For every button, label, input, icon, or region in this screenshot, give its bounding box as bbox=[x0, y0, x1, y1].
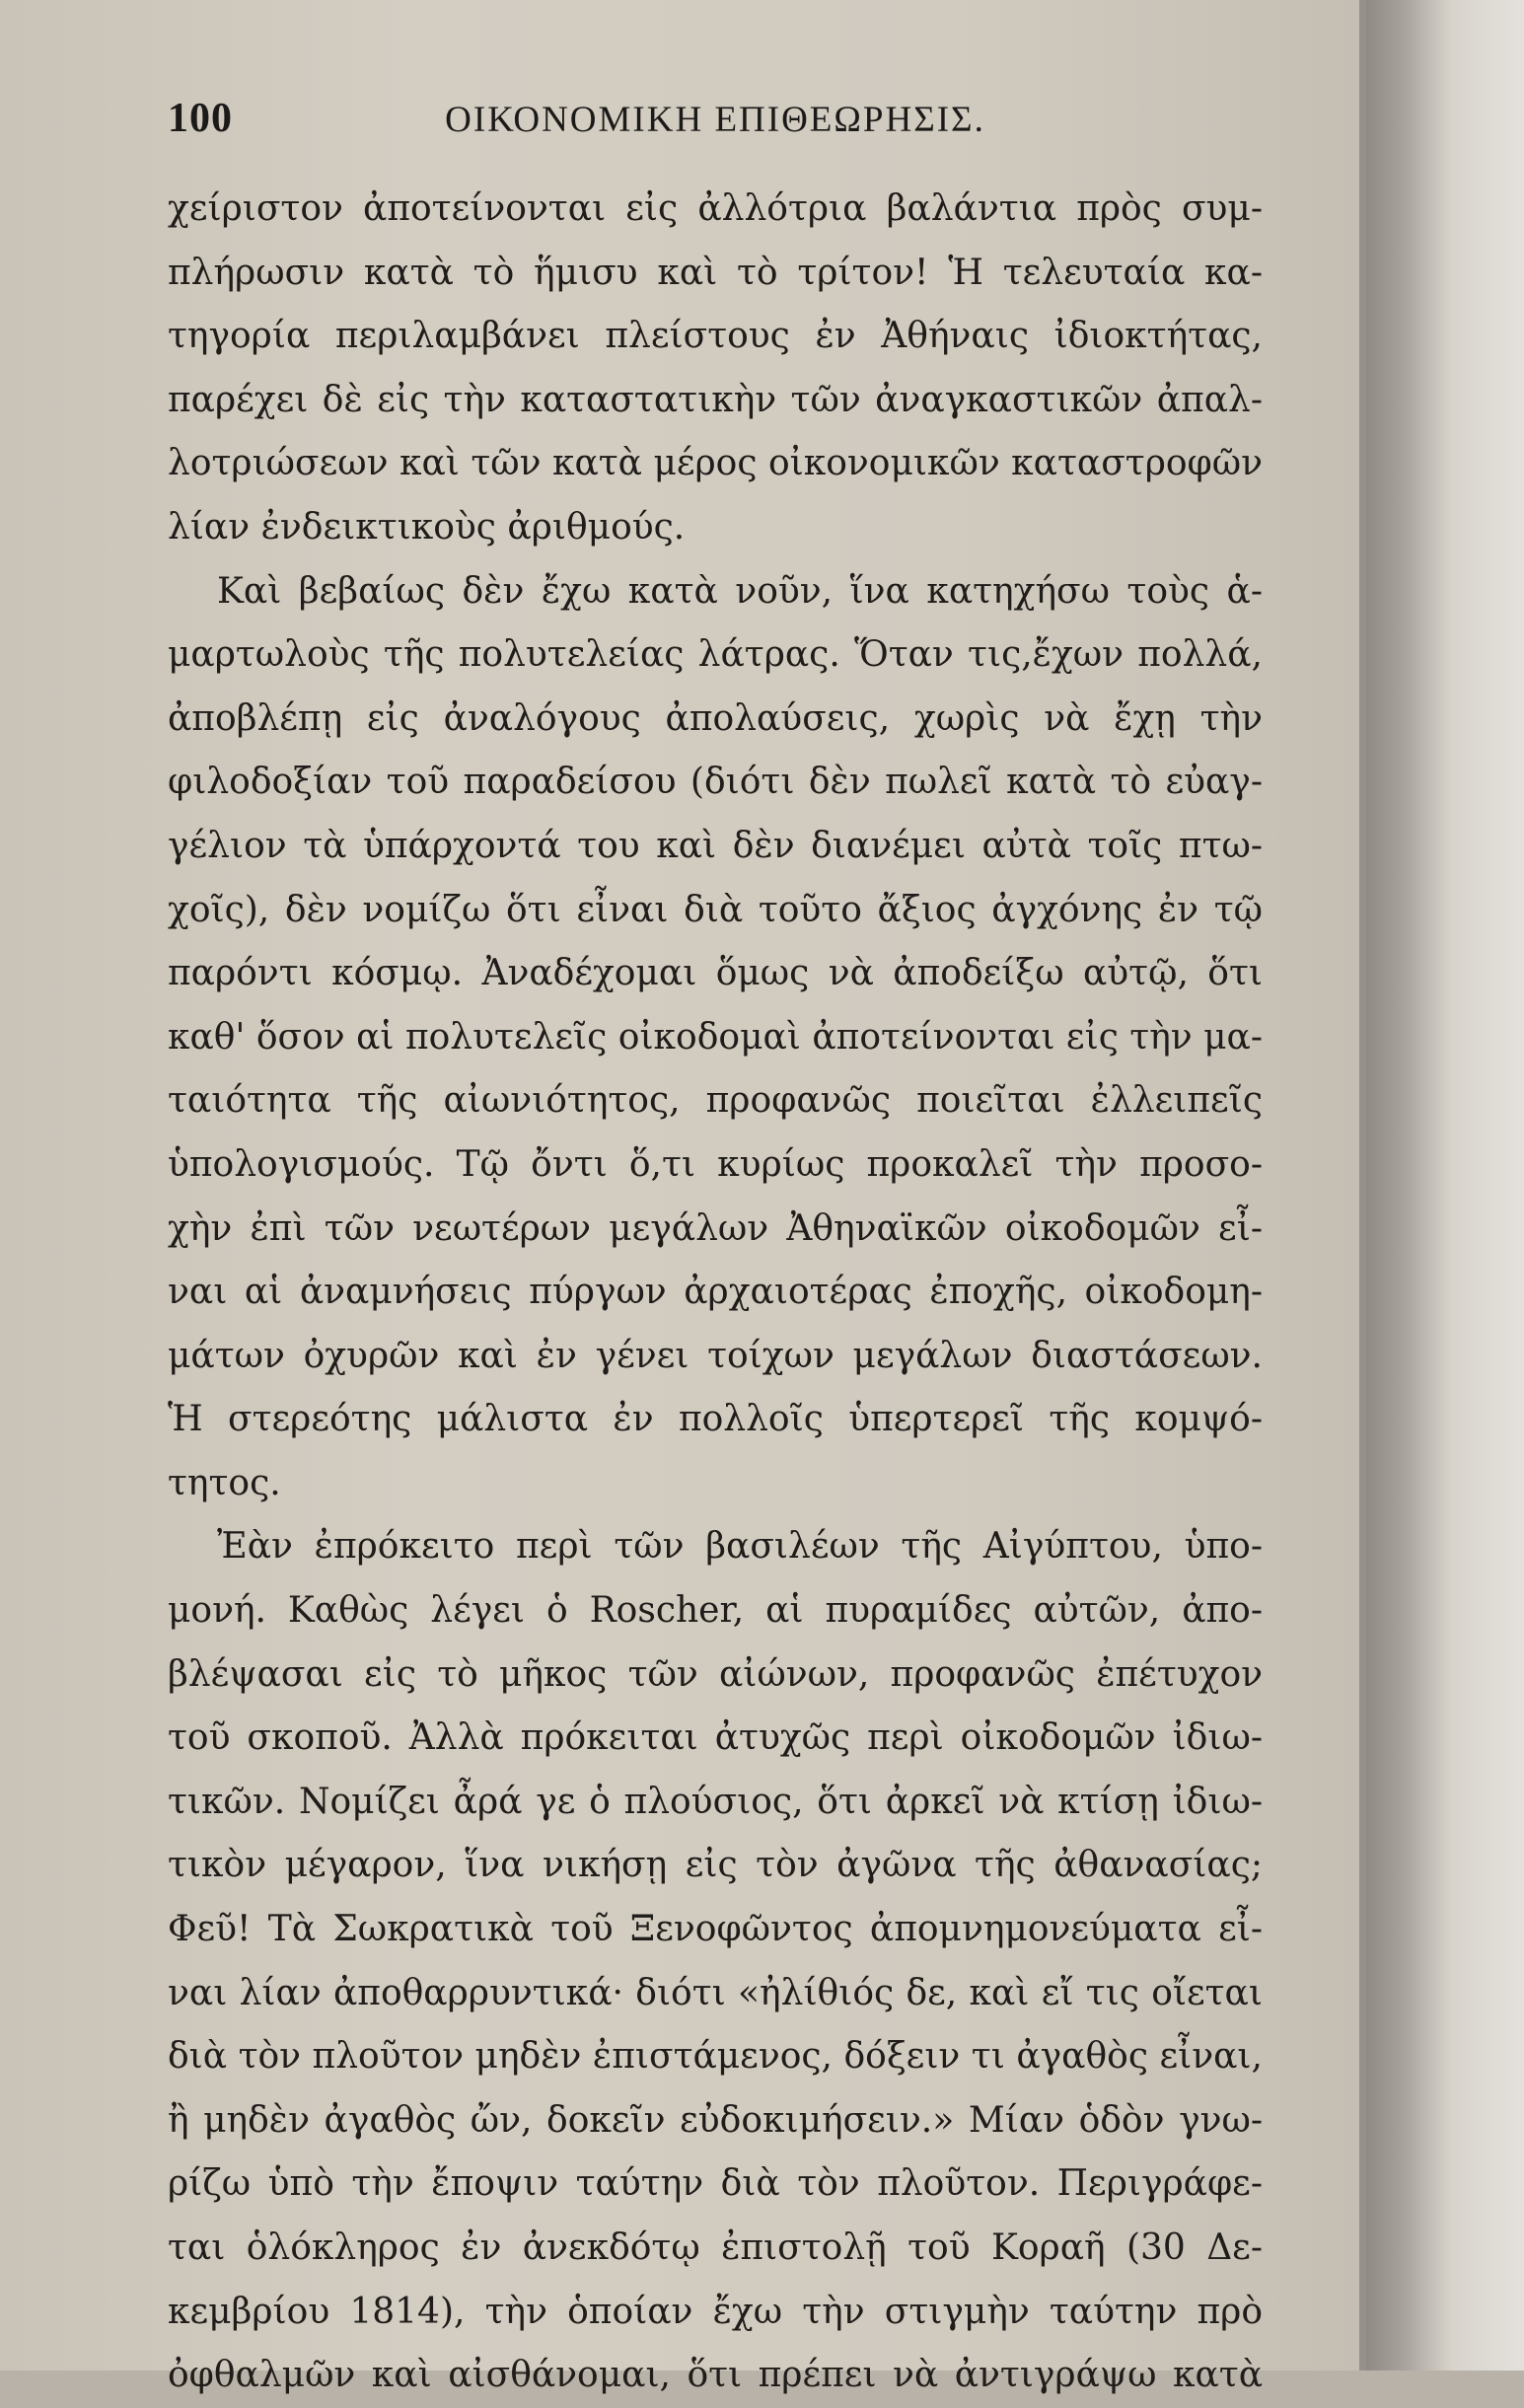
text-line: τητος. bbox=[168, 1462, 281, 1503]
text-line: χείριστον ἀποτείνονται εἰς ἀλλότρια βαλάντια πρὸς συμ- bbox=[168, 188, 1263, 229]
text-line: φιλοδοξίαν τοῦ παραδείσου (διότι δὲν πωλεῖ κατὰ τὸ εὐαγ- bbox=[168, 762, 1263, 803]
text-line: κεμβρίου 1814), τὴν ὁποίαν ἔχω τὴν στιγμὴν ταύτην πρὸ bbox=[168, 2291, 1263, 2332]
text-line: ναι λίαν ἀποθαρρυντικά· διότι «ἠλίθιός δε, καὶ εἴ τις οἴεται bbox=[168, 1972, 1263, 2013]
text-line: πλήρωσιν κατὰ τὸ ἥμισυ καὶ τὸ τρίτον! Ἡ τελευταία κα- bbox=[168, 252, 1263, 293]
text-line: χοῖς), δὲν νομίζω ὅτι εἶναι διὰ τοῦτο ἄξιος ἀγχόνης ἐν τῷ bbox=[168, 889, 1263, 930]
text-line: παρέχει δὲ εἰς τὴν καταστατικὴν τῶν ἀναγκαστικῶν ἀπαλ- bbox=[168, 379, 1263, 420]
page-header bbox=[168, 95, 1263, 154]
text-line: ναι αἱ ἀναμνήσεις πύργων ἀρχαιοτέρας ἐποχῆς, οἰκοδομη- bbox=[168, 1272, 1263, 1313]
text-line: λοτριώσεων καὶ τῶν κατὰ μέρος οἰκονομικῶν καταστροφῶν bbox=[168, 443, 1263, 484]
text-line: ὑπολογισμούς. Τῷ ὄντι ὅ,τι κυρίως προκαλεῖ τὴν προσο- bbox=[168, 1143, 1263, 1185]
text-line: Ἡ στερεότης μάλιστα ἐν πολλοῖς ὑπερτερεῖ τῆς κομψό- bbox=[168, 1399, 1263, 1440]
text-line: παρόντι κόσμῳ. Ἀναδέχομαι ὅμως νὰ ἀποδείξω αὐτῷ, ὅτι bbox=[168, 953, 1263, 994]
text-line: ταιότητα τῆς αἰωνιότητος, προφανῶς ποιεῖται ἐλλειπεῖς bbox=[168, 1080, 1263, 1122]
running-title: ΟΙΚΟΝΟΜΙΚΗ ΕΠΙΘΕΩΡΗΣΙΣ. bbox=[445, 100, 985, 140]
text-line: μάτων ὀχυρῶν καὶ ἐν γένει τοίχων μεγάλων διαστάσεων. bbox=[168, 1335, 1263, 1376]
text-line: ἢ μηδὲν ἀγαθὸς ὤν, δοκεῖν εὐδοκιμήσειν.» Μίαν ὁδὸν γνω- bbox=[168, 2099, 1263, 2141]
text-line: Ἐὰν ἐπρόκειτο περὶ τῶν βασιλέων τῆς Αἰγύπτου, ὑπο- bbox=[217, 1526, 1263, 1568]
body-text bbox=[168, 178, 1263, 2408]
text-line: Καὶ βεβαίως δὲν ἔχω κατὰ νοῦν, ἵνα κατηχήσω τοὺς ἁ- bbox=[217, 570, 1263, 612]
text-line: ὀφθαλμῶν καὶ αἰσθάνομαι, ὅτι πρέπει νὰ ἀντιγράψω κατὰ bbox=[168, 2355, 1263, 2396]
text-line: μαρτωλοὺς τῆς πολυτελείας λάτρας. Ὅταν τις,ἔχων πολλά, bbox=[168, 634, 1263, 676]
text-line: τικὸν μέγαρον, ἵνα νικήσῃ εἰς τὸν ἀγῶνα τῆς ἀθανασίας; bbox=[168, 1845, 1263, 1886]
text-line: ἀποβλέπῃ εἰς ἀναλόγους ἀπολαύσεις, χωρὶς νὰ ἔχῃ τὴν bbox=[168, 697, 1263, 739]
text-line: τηγορία περιλαμβάνει πλείστους ἐν Ἀθήναις ἰδιοκτήτας, bbox=[168, 316, 1263, 357]
page-number: 100 bbox=[168, 96, 233, 141]
text-line: χὴν ἐπὶ τῶν νεωτέρων μεγάλων Ἀθηναϊκῶν οἰκοδομῶν εἶ- bbox=[168, 1207, 1263, 1249]
text-line: τοῦ σκοποῦ. Ἀλλὰ πρόκειται ἀτυχῶς περὶ οἰκοδομῶν ἰδιω- bbox=[168, 1717, 1263, 1759]
text-line: ρίζω ὑπὸ τὴν ἔποψιν ταύτην διὰ τὸν πλοῦτον. Περιγράφε- bbox=[168, 2163, 1263, 2205]
text-line: ται ὁλόκληρος ἐν ἀνεκδότῳ ἐπιστολῇ τοῦ Κοραῆ (30 Δε- bbox=[168, 2227, 1263, 2268]
text-line: λίαν ἐνδεικτικοὺς ἀριθμούς. bbox=[168, 506, 686, 547]
text-line: Φεῦ! Τὰ Σωκρατικὰ τοῦ Ξενοφῶντος ἀπομνημονεύματα εἶ- bbox=[168, 1909, 1263, 1950]
text-line: βλέψασαι εἰς τὸ μῆκος τῶν αἰώνων, προφανῶς ἐπέτυχον bbox=[168, 1653, 1263, 1695]
text-line: μονή. Καθὼς λέγει ὁ Roscher, αἱ πυραμίδες αὐτῶν, ἀπο- bbox=[168, 1590, 1263, 1632]
text-line: γέλιον τὰ ὑπάρχοντά του καὶ δὲν διανέμει αὐτὰ τοῖς πτω- bbox=[168, 825, 1263, 866]
text-line: διὰ τὸν πλοῦτον μηδὲν ἐπιστάμενος, δόξειν τι ἀγαθὸς εἶναι, bbox=[168, 2036, 1263, 2078]
text-line: καθ' ὅσον αἱ πολυτελεῖς οἰκοδομαὶ ἀποτείνονται εἰς τὴν μα- bbox=[168, 1016, 1263, 1058]
text-line: τικῶν. Νομίζει ἆρά γε ὁ πλούσιος, ὅτι ἀρκεῖ νὰ κτίσῃ ἰδιω- bbox=[168, 1781, 1263, 1822]
book-gutter bbox=[1366, 0, 1524, 2371]
